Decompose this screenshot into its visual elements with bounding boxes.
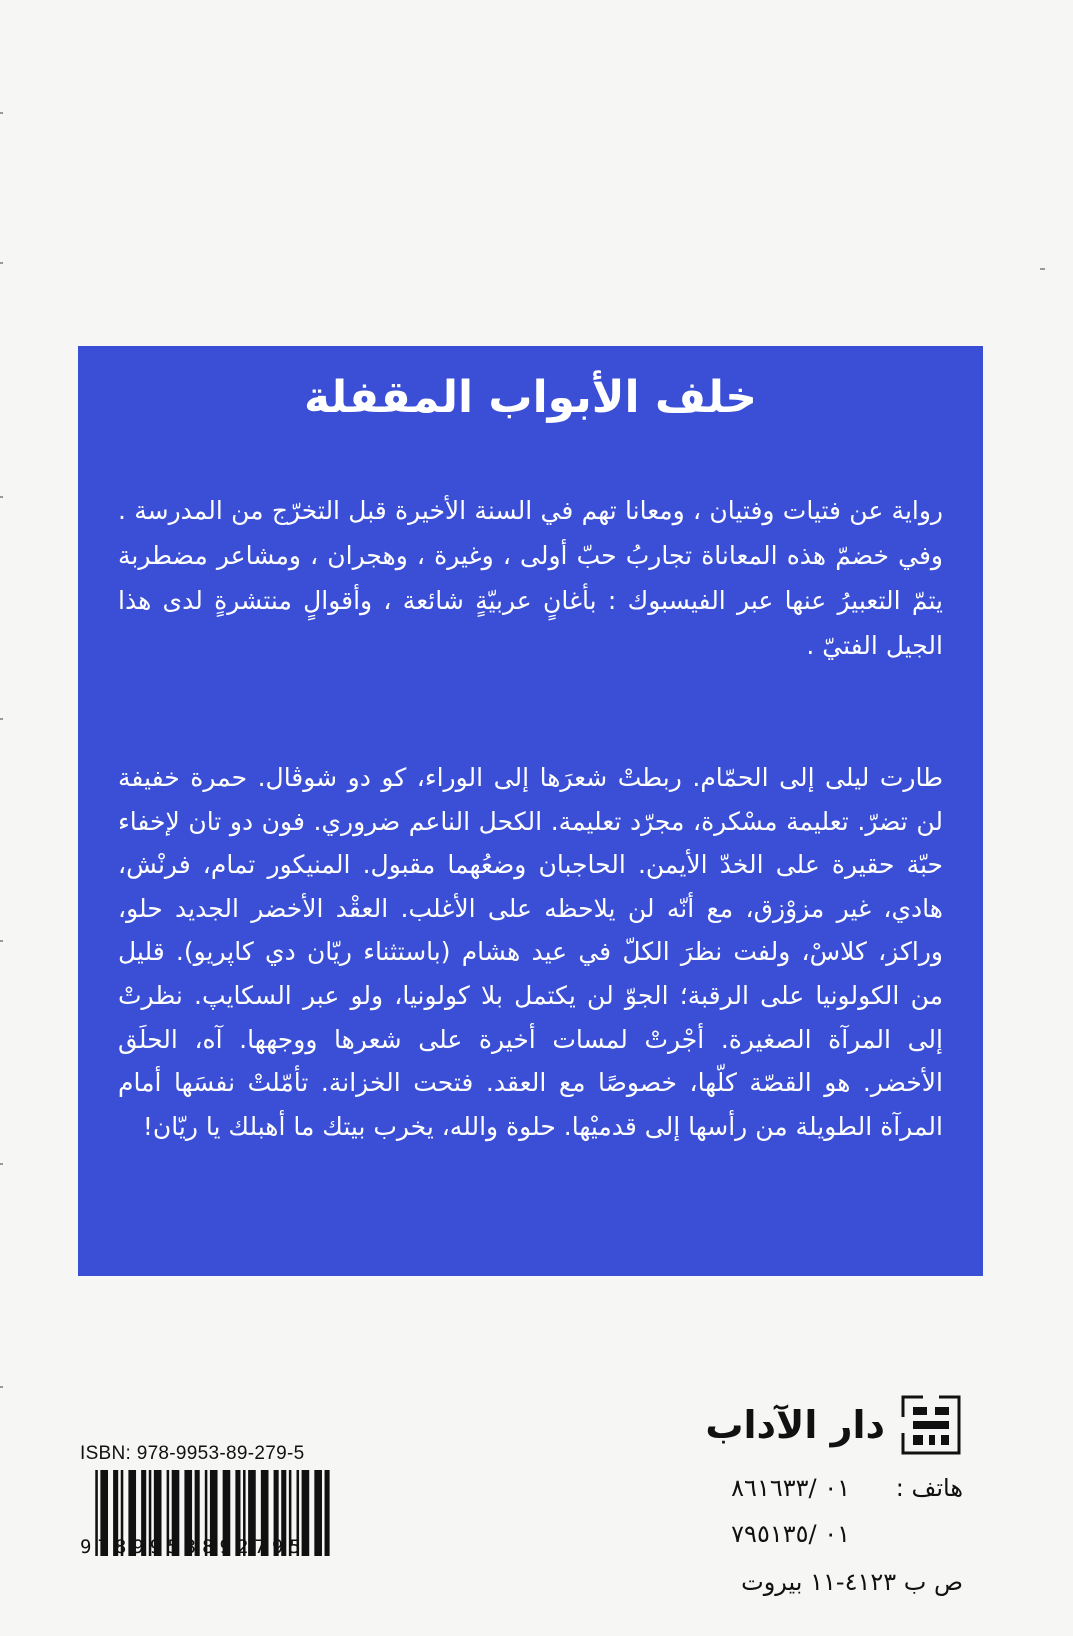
synopsis-paragraph: رواية عن فتيات وفتيان ، ومعانا تهم في السنة الأخيرة قبل التخرّج من المدرسة . وفي خضمّ هذه المعاناة تجاربُ حبّ أولى ، وغيرة ، وهجران ، ومشاعر مضطربة يتمّ التعبيرُ عنها عبر الفيسبوك : بأغانٍ عربيّةٍ شائعة ، وأقوالٍ منتشرةٍ لدى هذا الجيل الفتيّ . <box>118 496 943 660</box>
publisher-name: دار الآداب <box>705 1403 885 1447</box>
blurb-panel <box>78 346 983 1276</box>
barcode-digits: 9789953892795 <box>80 1536 307 1558</box>
phone-number: ٠١ /٧٩٥١٣٥ <box>731 1520 850 1548</box>
phone-row <box>643 1514 963 1554</box>
edge-mark <box>1040 268 1045 270</box>
phone-row <box>643 1468 963 1508</box>
barcode-bar <box>314 1470 322 1556</box>
excerpt-paragraph: طارت ليلى إلى الحمّام. ربطتْ شعرَها إلى الوراء، كو دو شوڤال. حمرة خفيفة لن تضرّ. تعليمة مسْكرة، مجرّد تعليمة. الكحل الناعم ضروري. فون دو تان لإخفاء حبّة حقيرة على الخدّ الأيمن. الحاجبان وضعُهما مقبول. المنيكور تمام، فرنْش، هادي، غير مزوْزق، مع أنّه لن يلاحظه على الأغلب. العقْد الأخضر الجديد حلو، وراكز، كلاسْ، ولفت نظرَ الكلّ في عيد هشام (باستثناء ريّان دي كاپريو). قليل من الكولونيا على الرقبة؛ الجوّ لن يكتمل بلا كولونيا، ولو عبر السكايپ. نظرتْ إلى المرآة الصغيرة. أجْرتْ لمسات أخيرة على شعرها ووجهها. آه، الحلَق الأخضر. هو القصّة كلّها، خصوصًا مع العقد. فتحت الخزانة. تأمّلتْ نفسَها أمام المرآة الطويلة من رأسها إلى قدميْها. حلوة والله، يخرب بيتك ما أهبلك يا ريّان! <box>118 763 943 1141</box>
edge-mark <box>0 112 3 114</box>
edge-mark <box>0 940 3 942</box>
barcode-block <box>80 1442 350 1558</box>
publisher-header <box>643 1388 963 1462</box>
edge-mark <box>0 718 3 720</box>
phone-label-spacer <box>868 1514 963 1554</box>
phone-label: هاتف : <box>895 1474 963 1502</box>
edge-mark <box>0 1163 3 1165</box>
edge-mark <box>0 262 3 264</box>
dar-al-adab-logo-icon <box>899 1393 963 1457</box>
barcode-bar <box>325 1470 330 1556</box>
edge-mark <box>0 496 3 498</box>
po-box-address: ص ب ٤١٢٣-١١ بيروت <box>741 1568 963 1596</box>
phone-number: ٠١ /٨٦١٦٣٣ <box>731 1474 850 1502</box>
publisher-block <box>643 1388 963 1602</box>
book-title: خلف الأبواب المقفلة <box>303 372 758 423</box>
edge-mark <box>0 1386 3 1388</box>
isbn-label: ISBN: 978-9953-89-279-5 <box>80 1443 305 1464</box>
